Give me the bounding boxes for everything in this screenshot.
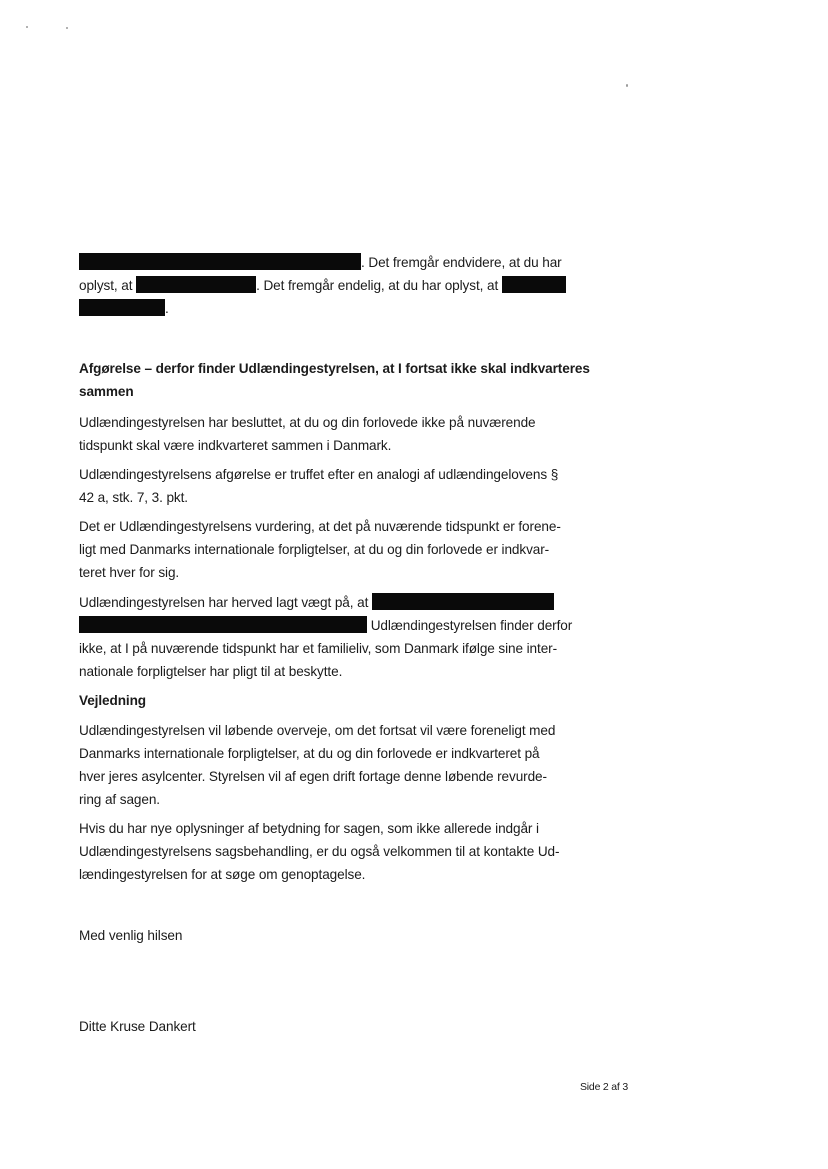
text-line: ikke, at I på nuværende tidspunkt har et familieliv, som Danmark ifølge sine inter- — [79, 641, 558, 656]
text-line: 42 a, stk. 7, 3. pkt. — [79, 490, 188, 505]
text-line: tidspunkt skal være indkvarteret sammen i Danmark. — [79, 438, 392, 453]
text-line: Udlændingestyrelsen vil løbende overveje, om det fortsat vil være foreneligt med — [79, 723, 556, 738]
intro-text: . Det fremgår endelig, at du har oplyst, at — [256, 278, 499, 293]
text-line: Hvis du har nye oplysninger af betydning for sagen, som ikke allerede indgår i — [79, 821, 539, 836]
redaction-block — [502, 276, 566, 293]
redaction-block — [79, 253, 361, 270]
closing-greeting: Med venlig hilsen — [79, 928, 183, 943]
guidance-paragraph-1 — [79, 719, 591, 811]
text-line: Danmarks internationale forpligtelser, at du og din forlovede er indkvarteret på — [79, 746, 540, 761]
decision-paragraph-4 — [79, 591, 591, 683]
text-line: nationale forpligtelser har pligt til at beskytte. — [79, 664, 343, 679]
text-line: lændingestyrelsen for at søge om genoptagelse. — [79, 867, 366, 882]
text-line: Udlændingestyrelsen finder derfor — [370, 618, 573, 633]
text-line: ring af sagen. — [79, 792, 160, 807]
signature-name: Ditte Kruse Dankert — [79, 1019, 196, 1034]
redaction-block — [79, 299, 165, 316]
redaction-block — [372, 593, 554, 610]
decision-paragraph-1 — [79, 411, 591, 457]
intro-text: oplyst, at — [79, 278, 133, 293]
heading-line: sammen — [79, 384, 134, 399]
redaction-block — [136, 276, 256, 293]
text-line: hver jeres asylcenter. Styrelsen vil af egen drift fortage denne løbende revurde- — [79, 769, 547, 784]
text-line: teret hver for sig. — [79, 565, 180, 580]
decision-heading — [79, 357, 591, 403]
heading-line: Afgørelse – derfor finder Udlændingestyrelsen, at I fortsat ikke skal indkvarteres — [79, 361, 590, 376]
text-line: Udlændingestyrelsens afgørelse er truffet efter en analogi af udlændingelovens § — [79, 467, 559, 482]
guidance-heading: Vejledning — [79, 693, 146, 708]
scan-speck — [626, 84, 628, 87]
decision-paragraph-2 — [79, 463, 591, 509]
intro-paragraph — [79, 251, 591, 320]
decision-paragraph-3 — [79, 515, 591, 584]
scan-speck — [66, 27, 68, 29]
text-line: Det er Udlændingestyrelsens vurdering, at det på nuværende tidspunkt er forene- — [79, 519, 561, 534]
page-number: Side 2 af 3 — [580, 1081, 629, 1093]
guidance-paragraph-2 — [79, 817, 591, 886]
text-line: ligt med Danmarks internationale forpligtelser, at du og din forlovede er indkvar- — [79, 542, 550, 557]
text-line: Udlændingestyrelsen har herved lagt vægt på, at — [79, 595, 369, 610]
redaction-block — [79, 616, 367, 633]
intro-text: . Det fremgår endvidere, at du har — [361, 255, 562, 270]
text-line: Udlændingestyrelsens sagsbehandling, er du også velkommen til at kontakte Ud- — [79, 844, 560, 859]
text-line: Udlændingestyrelsen har besluttet, at du og din forlovede ikke på nuværende — [79, 415, 536, 430]
scan-speck — [26, 26, 28, 28]
intro-text: . — [165, 301, 169, 316]
